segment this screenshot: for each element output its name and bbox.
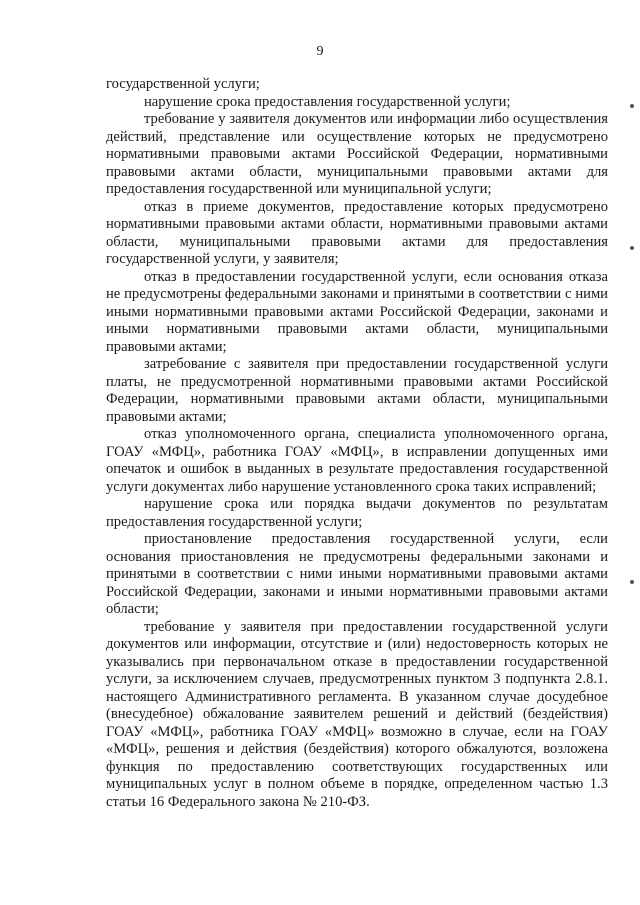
paragraph-continuation: государственной услуги; [106,76,260,92]
paragraph-suspension: приостановление предоставления государственной услуги, если основания приостановления не предусмотрены федеральными законами и принятыми в соответствии с ними иными нормативными правовыми актами Российской Федерации, законами и иными нормативными правовыми актами области; [106,531,608,617]
paragraph-issuance-violation: нарушение срока или порядка выдачи документов по результатам предоставления государственной услуги; [106,496,608,530]
page-number: 9 [316,44,324,59]
scan-mark [630,580,634,584]
paragraph-refusal-provision: отказ в предоставлении государственной услуги, если основания отказа не предусмотрены федеральными законами и принятыми в соответствии с ними иными нормативными правовыми актами Российской Федерации, законами и иными нормативными правовыми актами области, муниципальными правовыми актами; [106,268,608,355]
paragraph-fee-demand: затребование с заявителя при предоставлении государственной услуги платы, не предусмотренной нормативными правовыми актами Российской Федерации, нормативными правовыми актами области, муниципальными правовыми актами; [106,356,608,425]
paragraph-correction-refusal: отказ уполномоченного органа, специалиста уполномоченного органа, ГОАУ «МФЦ», работника ГОАУ «МФЦ», в исправлении допущенных ими опечаток и ошибок в выданных в результате предоставления государственной услуги документах либо нарушение установленного срока таких исправлений; [106,426,608,495]
paragraph-violation-deadline: нарушение срока предоставления государственной услуги; [144,93,511,110]
paragraph-refusal-acceptance: отказ в приеме документов, предоставление которых предусмотрено нормативными правовыми актами области, нормативными правовыми актами области, муниципальными правовыми актами для предоставления государственной услуги, у заявителя; [106,198,608,267]
paragraph-document-requirement: требование у заявителя документов или информации либо осуществления действий, представление или осуществление которых не предусмотрено нормативными правовыми актами Российской Федерации, нормативными правовыми актами области, муниципальными правовыми актами для предоставления государственной или муниципальной услуги; [106,111,608,197]
paragraph-missing-documents: требование у заявителя при предоставлении государственной услуги документов или информации, отсутствие и (или) недостоверность которых не указывались при первоначальном отказе в предоставлении государственной услуги, за исключением случаев, предусмотренных пунктом 3 подпункта 2.8.1. настоящего Административного регламента. В указанном случае досудебное (внесудебное) обжалование заявителем решений и действий (бездействия) ГОАУ «МФЦ», работника ГОАУ «МФЦ» возможно в случае, если на ГОАУ «МФЦ», решения и действия (бездействия) которого обжалуются, возложена функция по предоставлению соответствующих государственных или муниципальных услуг в полном объеме в порядке, определенном частью 1.3 статьи 16 Федерального закона № 210-ФЗ. [106,618,608,810]
scan-mark [630,104,634,108]
scan-mark [630,246,634,250]
document-body [106,76,608,811]
